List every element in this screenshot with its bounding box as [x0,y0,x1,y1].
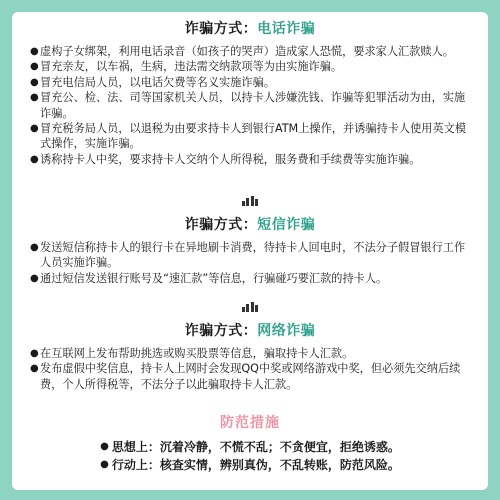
section-title [30,216,470,234]
title-accent: 电话诈骗 [257,21,316,37]
list-item: ● 在互联网上发布帮助挑选或购买股票等信息，骗取持卡人汇款。 [30,347,354,360]
list-item: ● 冒充税务局人员，以退税为由要求持卡人到银行ATM上操作，并诱骗持卡人使用英文模式操作，实施诈骗。 [30,122,467,151]
title-prefix: 诈骗方式： [184,21,258,37]
section-network-fraud [30,322,470,392]
list-item: ● 虚构子女绑架，利用电话录音（如孩子的哭声）造成家人恐慌，要求家人汇款赎人。 [30,45,454,58]
prevention-text: 沉着冷静，不慌不乱；不贪便宜，拒绝诱惑。 [159,440,400,454]
bullet-icon: ● [30,153,39,165]
bullet-icon: ● [30,348,39,359]
bullet-icon: ● [30,242,39,253]
prevention-label: 思想上： [111,440,160,454]
section-phone-fraud [30,20,470,167]
bullet-icon: ● [30,123,39,135]
bullet-icon: ● [30,363,39,375]
prevention-title: 防范措施 [220,415,280,431]
list-item: ● 发送短信称持卡人的银行卡在异地刷卡消费，待持卡人回电时，不法分子假冒银行工作人员实施诈骗。 [30,241,466,270]
title-prefix: 诈骗方式： [184,217,258,233]
prevention-row [30,438,470,456]
bar-icon [242,302,258,312]
bullet-icon: ● [30,46,39,57]
section-prevention [30,412,470,474]
bullet-icon: ● [30,61,39,73]
section-title [30,322,470,340]
bullet-icon: ● [30,76,39,88]
prevention-label: 行动上： [111,458,160,472]
list-item: ● 发布虚假中奖信息，持卡人上网时会发现QQ中奖或网络游戏中奖，但必须先交纳后续费，个人所得税等，不法分子以此骗取持卡人汇款。 [30,362,461,391]
prevention-row [30,456,470,474]
title-prefix: 诈骗方式： [184,323,258,339]
title-accent: 短信诈骗 [257,217,316,233]
bullet-icon: ● [100,459,109,470]
list-item: ● 诱称持卡人中奖，要求持卡人交纳个人所得税，服务费和手续费等实施诈骗。 [30,152,421,166]
section-sms-fraud [30,216,470,286]
title-accent: 网络诈骗 [257,323,316,339]
prevention-text: 核查实情，辨别真伪，不乱转账，防范风险。 [159,458,400,472]
section-title [30,20,470,38]
bullet-icon: ● [30,92,39,104]
list-item: ● 冒充公、检、法、司等国家机关人员，以持卡人涉嫌洗钱、诈骗等犯罪活动为由，实施诈骗。 [30,91,466,120]
bar-icon [242,196,258,206]
list-item: ● 冒充电信局人员，以电话欠费等名义实施诈骗。 [30,75,275,89]
list-item: ● 冒充亲友，以车祸，生病，违法需交纳款项等为由实施诈骗。 [30,60,343,74]
list-item: ● 通过短信发送银行账号及“速汇款”等信息，行骗碰巧要汇款的持卡人。 [30,271,388,285]
bullet-icon: ● [100,441,109,452]
bullet-icon: ● [30,272,39,284]
